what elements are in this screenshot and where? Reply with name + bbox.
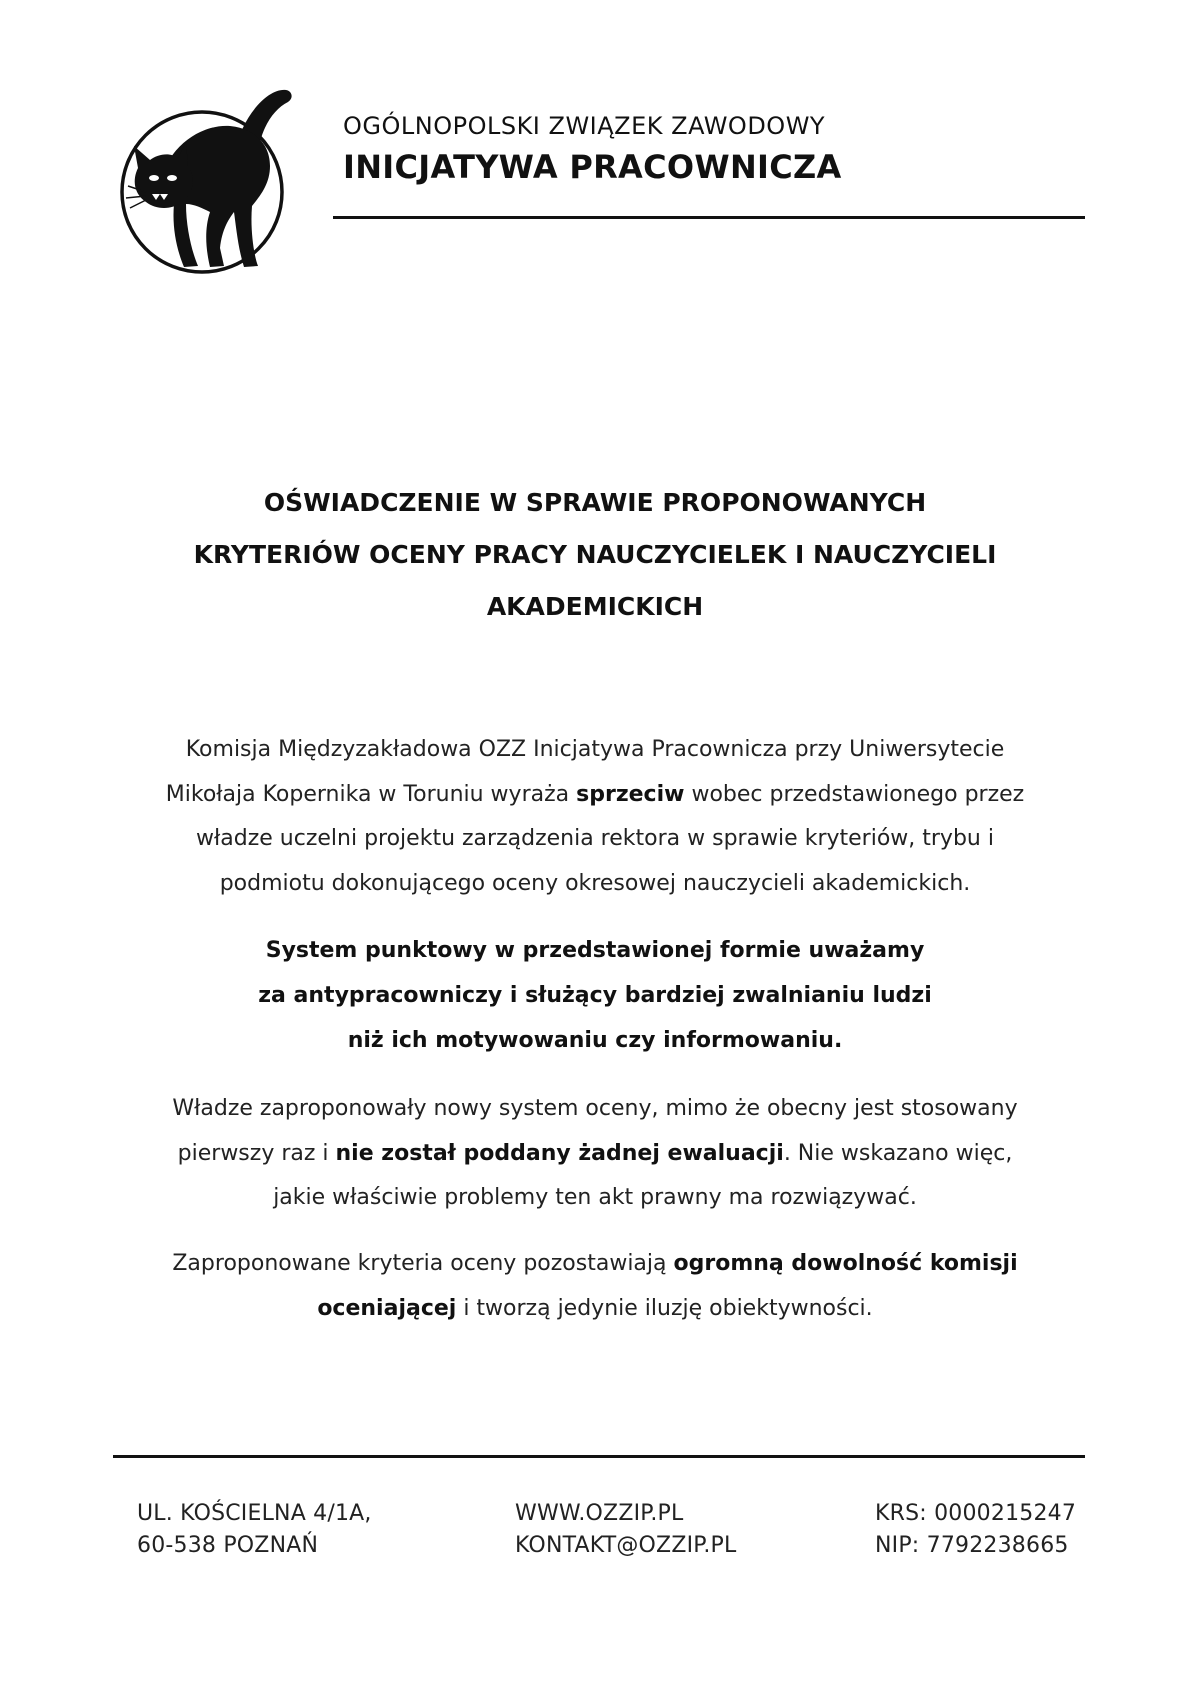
bold-text: nie został poddany żadnej ewaluacji (335, 1140, 784, 1166)
text-span: . Nie wskazano więc, (783, 1140, 1013, 1166)
text-line: jakie właściwie problemy ten akt prawny ma rozwiązywać. (273, 1185, 917, 1210)
nip-number: NIP: 7792238665 (875, 1533, 1069, 1558)
text-line: Władze zaproponowały nowy system oceny, mimo że obecny jest stosowany (172, 1096, 1018, 1121)
org-name-line1: OGÓLNOPOLSKI ZWIĄZEK ZAWODOWY (343, 112, 826, 140)
title-line: OŚWIADCZENIE W SPRAWIE PROPONOWANYCH (263, 488, 927, 517)
header-divider (333, 216, 1085, 219)
address-line: 60-538 POZNAŃ (137, 1533, 319, 1558)
text-line: za antypracowniczy i służący bardziej zwalnianiu ludzi (258, 983, 932, 1008)
footer-address (137, 1498, 372, 1562)
text-line (100, 1287, 1090, 1332)
footer-registry (875, 1498, 1076, 1562)
title-line: KRYTERIÓW OCENY PRACY NAUCZYCIELEK I NAUCZYCIELI (193, 540, 997, 569)
text-span: pierwszy raz i (177, 1140, 336, 1166)
black-cat-logo-icon (120, 80, 315, 280)
footer-contact (515, 1498, 736, 1562)
document-title (100, 477, 1090, 633)
text-span: Zaproponowane kryteria oceny pozostawiają (172, 1251, 674, 1276)
paragraph-4 (100, 1242, 1090, 1331)
paragraph-3 (100, 1087, 1090, 1221)
text-line: podmiotu dokonującego oceny okresowej nauczycieli akademickich. (219, 870, 971, 896)
text-line: Komisja Międzyzakładowa OZZ Inicjatywa Pracownicza przy Uniwersytecie (185, 737, 1005, 762)
bold-text: ogromną dowolność komisji (673, 1251, 1018, 1276)
title-line: AKADEMICKICH (486, 592, 704, 621)
website-link[interactable]: WWW.OZZIP.PL (515, 1501, 684, 1526)
paragraph-1 (100, 728, 1090, 906)
text-line (100, 1132, 1090, 1177)
email-link[interactable]: KONTAKT@OZZIP.PL (515, 1533, 737, 1558)
bold-text: oceniającej (317, 1295, 457, 1321)
text-span: Mikołaja Kopernika w Toruniu wyraża (165, 781, 577, 807)
text-span: i tworzą jedynie iluzję obiektywności. (456, 1295, 873, 1321)
paragraph-2-bold (100, 928, 1090, 1063)
text-span: wobec przedstawionego przez (684, 781, 1025, 807)
text-line (100, 773, 1090, 818)
krs-number: KRS: 0000215247 (875, 1501, 1077, 1526)
org-name-line2: INICJATYWA PRACOWNICZA (343, 148, 842, 186)
text-line: władze uczelni projektu zarządzenia rektora w sprawie kryteriów, trybu i (196, 826, 994, 851)
address-line: UL. KOŚCIELNA 4/1A, (137, 1501, 372, 1526)
footer-divider (113, 1455, 1085, 1458)
text-line (100, 1242, 1090, 1287)
text-line: niż ich motywowaniu czy informowaniu. (347, 1028, 843, 1053)
text-line: System punktowy w przedstawionej formie uważamy (265, 938, 925, 963)
bold-text: sprzeciw (576, 781, 685, 807)
